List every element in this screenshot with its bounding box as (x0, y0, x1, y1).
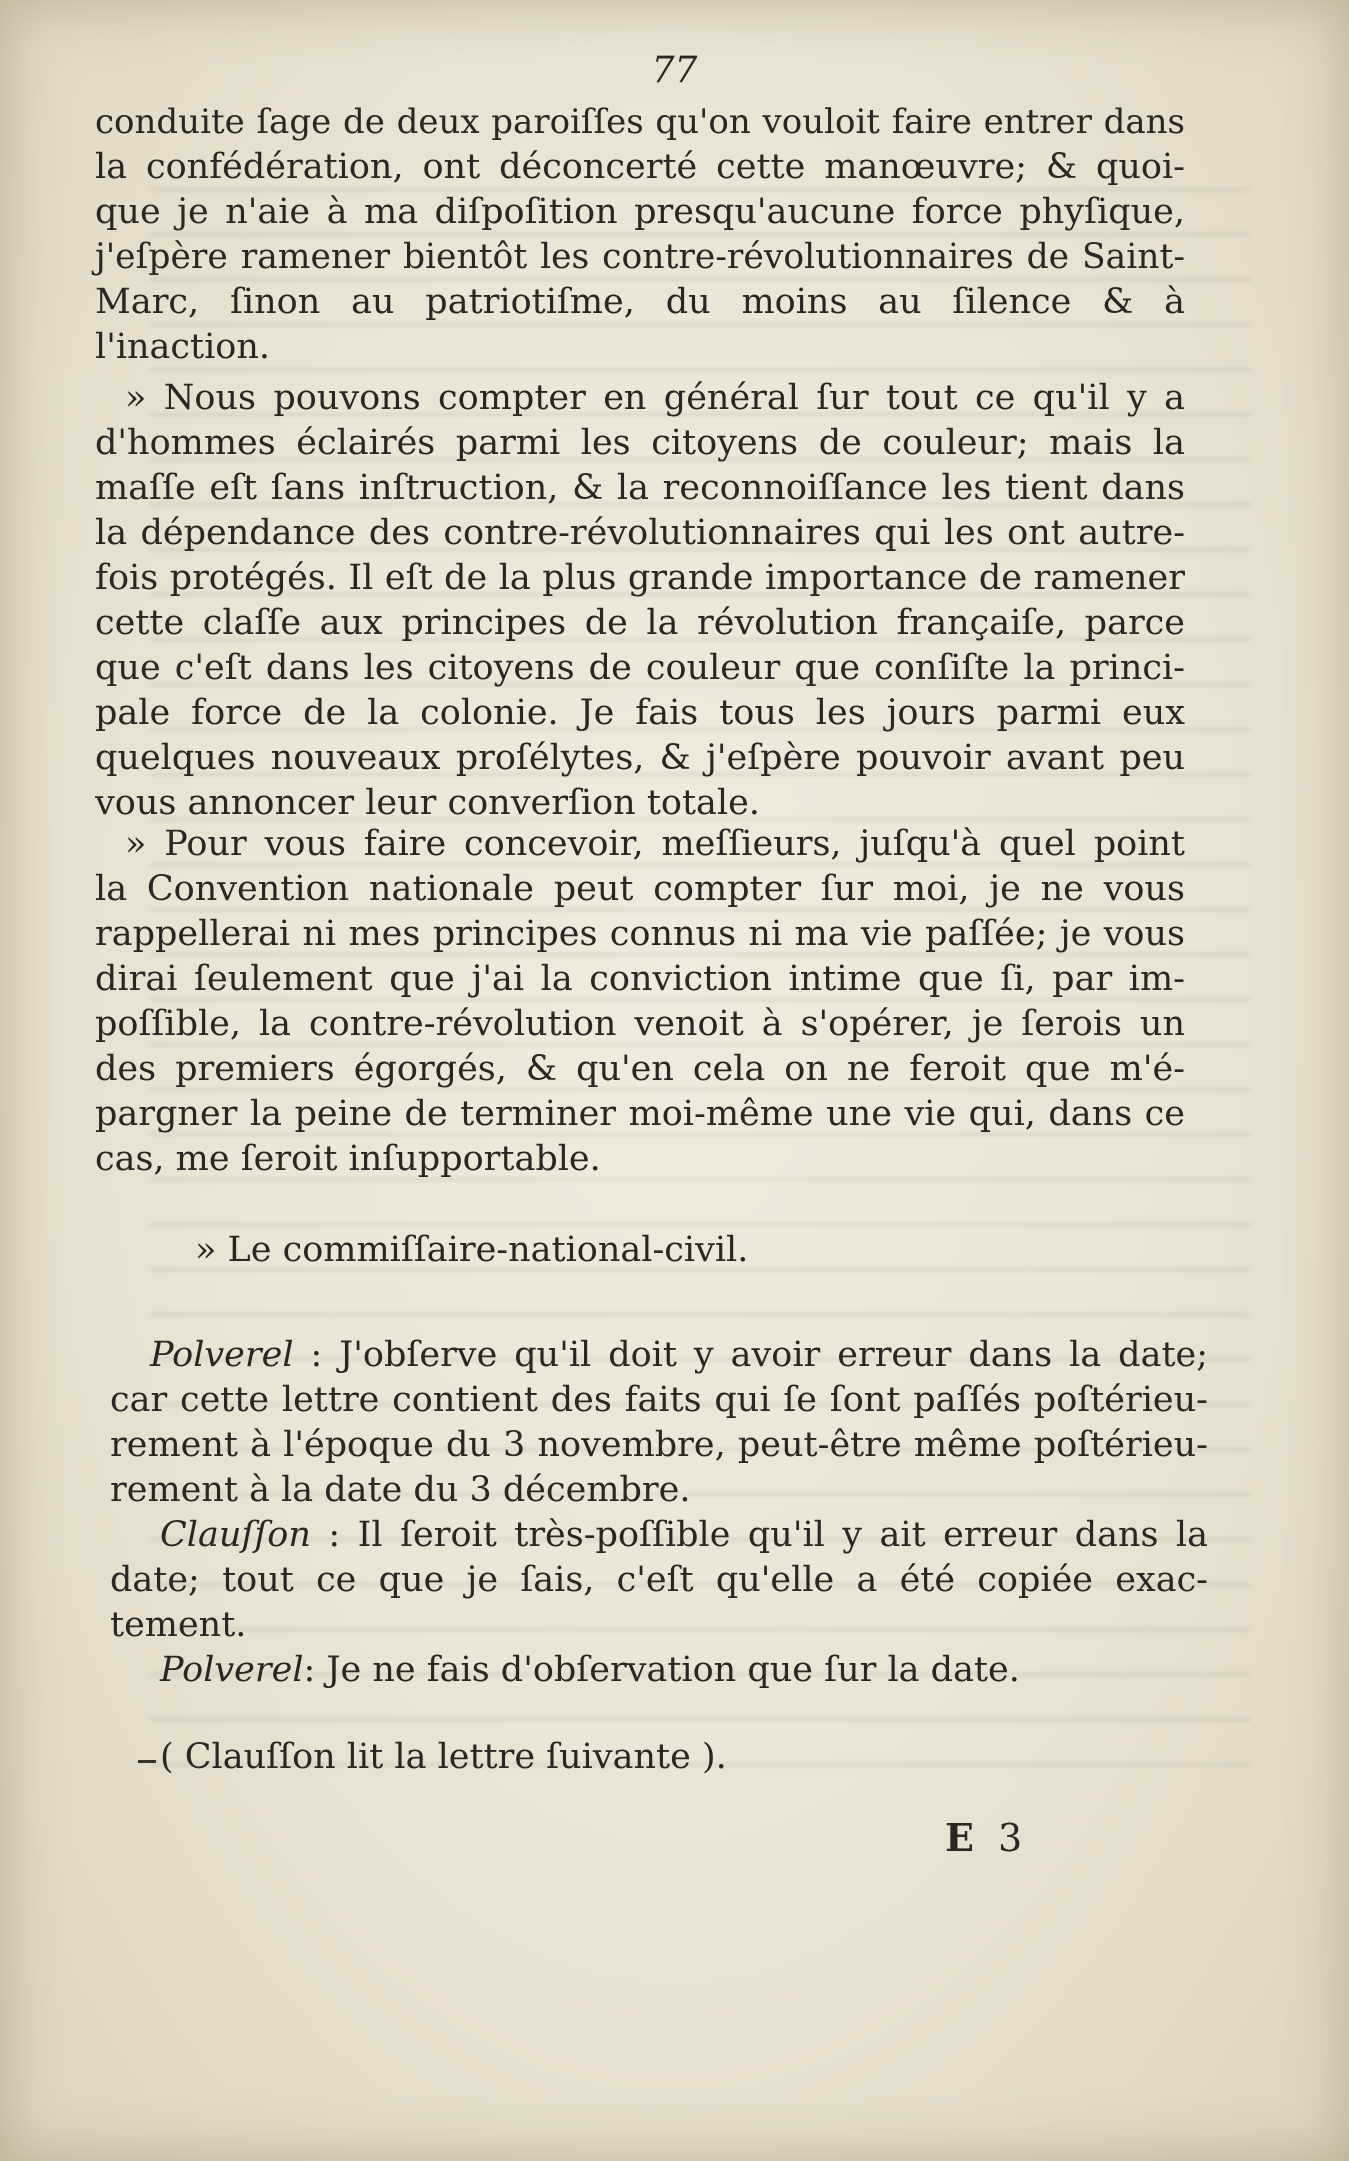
paragraph-1 (95, 100, 1185, 370)
speaker-name: Polverel (160, 1650, 304, 1690)
signature-mark (945, 1815, 1022, 1860)
dialogue-line: car cette lettre contient des faits qui ſe ſont paſſés poſtérieu- (110, 1380, 1208, 1420)
stage-direction: ( Clauſſon lit la lettre ſuivante ). (160, 1737, 727, 1777)
dialogue-block (110, 1333, 1208, 1693)
signature-letter: E (945, 1815, 974, 1860)
dialogue-line: Clauſſon : Il ſeroit très-poſſible qu'il y ait erreur dans la (160, 1515, 1208, 1555)
text-line: maſſe eſt ſans inſtruction, & la reconnoiſſance les tient dans (95, 468, 1185, 508)
dialogue-line: date; tout ce que je ſais, c'eſt qu'elle a été copiée exac- (110, 1560, 1208, 1600)
text-line: fois protégés. Il eſt de la plus grande importance de ramener (95, 558, 1185, 598)
text-line: la confédération, ont déconcerté cette manœuvre; & quoi- (95, 147, 1185, 187)
text-line: poſſible, la contre-révolution venoit à s'opérer, je ſerois un (95, 1004, 1185, 1044)
text-line: cas, me ſeroit inſupportable. (95, 1139, 601, 1179)
speaker-name: Clauſſon (160, 1515, 311, 1555)
dialogue-line: Polverel: Je ne fais d'obſervation que ſur la date. (160, 1650, 1020, 1690)
margin-mark (138, 1760, 156, 1763)
text-line: rappellerai ni mes principes connus ni ma vie paſſée; je vous (95, 914, 1185, 954)
text-line: pale force de la colonie. Je fais tous les jours parmi eux (95, 693, 1185, 733)
paragraph-2 (95, 376, 1185, 826)
page-number: 77 (651, 50, 698, 91)
text-line: pargner la peine de terminer moi-même une vie qui, dans ce (95, 1094, 1185, 1134)
text-line: » Pour vous faire concevoir, meſſieurs, juſqu'à quel point (125, 824, 1185, 864)
text-line: j'eſpère ramener bientôt les contre-révolutionnaires de Saint- (95, 237, 1185, 277)
text-line: l'inaction. (95, 327, 271, 367)
dialogue-line: rement à l'époque du 3 novembre, peut-être même poſtérieu- (110, 1425, 1208, 1465)
text-line: » Nous pouvons compter en général ſur tout ce qu'il y a (125, 378, 1185, 418)
text-line: cette claſſe aux principes de la révolution françaiſe, parce (95, 603, 1185, 643)
text-line: la dépendance des contre-révolutionnaires qui les ont autre- (95, 513, 1185, 553)
text-line: Marc, ſinon au patriotiſme, du moins au ſilence & à (95, 282, 1185, 322)
text-line: la Convention nationale peut compter ſur moi, je ne vous (95, 869, 1185, 909)
paragraph-3 (95, 822, 1185, 1182)
text-line: que je n'aie à ma diſpoſition presqu'aucune force phyſique, (95, 192, 1185, 232)
signature-number: 3 (997, 1816, 1023, 1860)
text-line: dirai ſeulement que j'ai la conviction intime que ſi, par im- (95, 959, 1185, 999)
text-line: quelques nouveaux proſélytes, & j'eſpère pouvoir avant peu (95, 738, 1185, 778)
text-line: vous annoncer leur converſion totale. (95, 783, 760, 823)
dialogue-line: rement à la date du 3 décembre. (110, 1470, 691, 1510)
text-line: des premiers égorgés, & qu'en cela on ne feroit que m'é- (95, 1049, 1185, 1089)
text-line: que c'eſt dans les citoyens de couleur que conſiſte la princi- (95, 648, 1185, 688)
speaker-name: Polverel (150, 1335, 294, 1375)
text-line: d'hommes éclairés parmi les citoyens de couleur; mais la (95, 423, 1185, 463)
letter-signature: » Le commiſſaire-national-civil. (195, 1230, 749, 1270)
dialogue-line: tement. (110, 1605, 247, 1645)
dialogue-line: Polverel : J'obſerve qu'il doit y avoir erreur dans la date; (150, 1335, 1209, 1375)
text-line: conduite ſage de deux paroiſſes qu'on vouloit faire entrer dans (95, 102, 1185, 142)
